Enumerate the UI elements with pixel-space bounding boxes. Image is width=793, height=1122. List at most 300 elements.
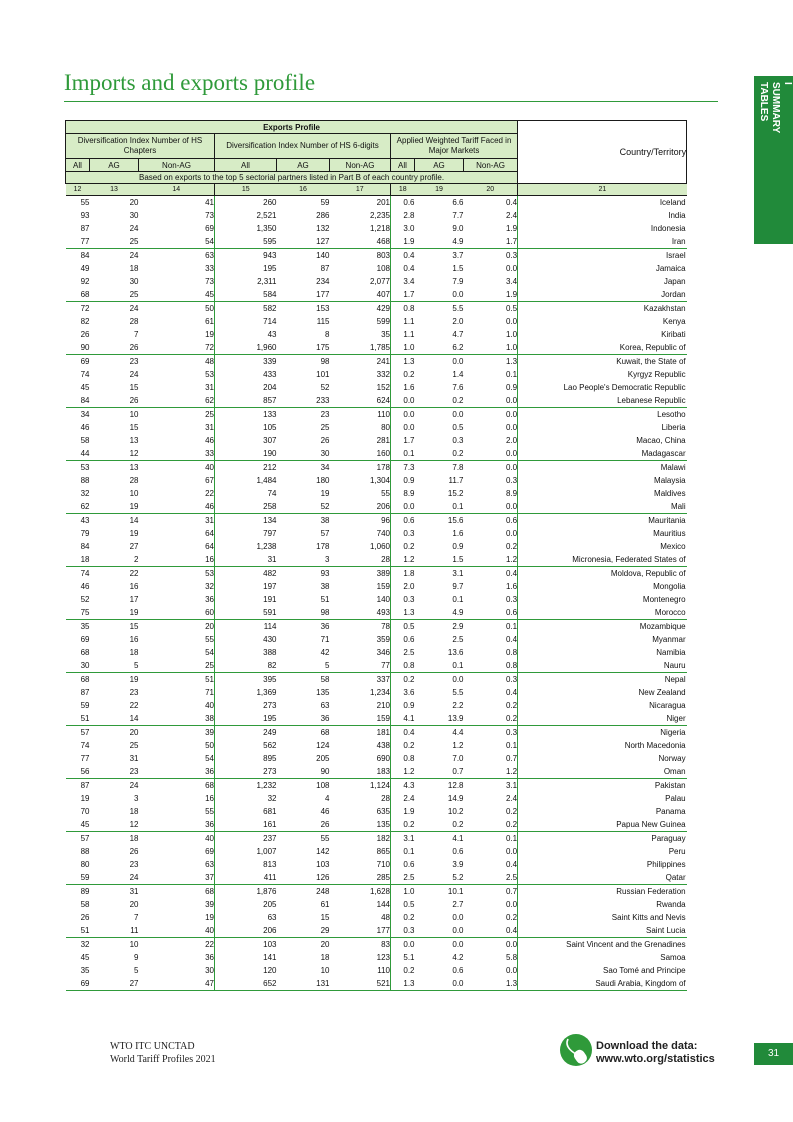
table-cell: 10 <box>129 410 139 419</box>
table-row <box>66 911 687 924</box>
table-cell: 40 <box>139 924 215 938</box>
table-cell: 18 <box>129 834 139 843</box>
table-cell: 191 <box>215 593 277 606</box>
table-row <box>66 355 687 369</box>
table-row <box>66 328 687 341</box>
table-cell: 74 <box>215 487 277 500</box>
table-cell: 36 <box>139 765 215 779</box>
table-cell: 813 <box>215 858 277 871</box>
table-cell: 0.2 <box>505 807 518 816</box>
title-divider <box>64 101 718 102</box>
table-cell: 197 <box>215 580 277 593</box>
column-number: 14 <box>139 184 215 196</box>
table-cell: 26 <box>80 330 90 339</box>
country-name: Paraguay <box>518 832 687 846</box>
table-cell: 80 <box>80 860 90 869</box>
table-cell: 20 <box>129 900 139 909</box>
table-cell: 2.5 <box>464 871 518 885</box>
table-cell: 59 <box>320 198 330 207</box>
table-cell: 0.0 <box>464 500 518 514</box>
table-cell: 134 <box>215 514 277 528</box>
table-cell: 433 <box>215 368 277 381</box>
table-cell: 803 <box>376 251 390 260</box>
table-cell: 68 <box>80 648 90 657</box>
table-cell: 182 <box>376 834 390 843</box>
table-cell: 2,077 <box>369 277 390 286</box>
table-cell: 73 <box>205 211 214 220</box>
table-cell: 4.7 <box>452 330 464 339</box>
table-row <box>66 633 687 646</box>
table-cell: 0.2 <box>391 911 415 924</box>
table-cell: 105 <box>215 421 277 434</box>
table-cell: 68 <box>80 675 90 684</box>
table-cell: 183 <box>330 765 391 779</box>
table-cell: 152 <box>376 383 390 392</box>
table-cell: 88 <box>80 847 90 856</box>
table-cell: 140 <box>316 251 330 260</box>
country-name: Lebanese Republic <box>518 394 687 408</box>
table-cell: 0.7 <box>505 754 518 763</box>
table-cell: 68 <box>205 887 214 896</box>
table-cell: 0.2 <box>415 447 464 461</box>
table-cell: 79 <box>80 529 90 538</box>
download-mouse-icon[interactable] <box>559 1033 593 1067</box>
table-cell: 15 <box>129 423 139 432</box>
country-name: Jamaica <box>518 262 687 275</box>
table-row <box>66 832 687 846</box>
table-cell: 5.1 <box>391 951 415 964</box>
table-cell: 52 <box>320 383 330 392</box>
table-cell: 159 <box>330 712 391 726</box>
table-cell: 20 <box>129 728 139 737</box>
table-cell: 46 <box>80 582 90 591</box>
table-cell: 19 <box>129 675 139 684</box>
table-cell: 1,628 <box>369 887 390 896</box>
table-cell: 36 <box>205 595 214 604</box>
table-cell: 131 <box>277 977 330 991</box>
table-cell: 237 <box>215 832 277 846</box>
table-cell: 18 <box>129 648 139 657</box>
table-cell: 710 <box>376 860 390 869</box>
country-name: Nigeria <box>518 726 687 740</box>
table-cell: 30 <box>129 211 139 220</box>
table-cell: 14 <box>129 516 139 525</box>
table-cell: 249 <box>215 726 277 740</box>
table-cell: 26 <box>129 847 139 856</box>
table-cell: 195 <box>215 712 277 726</box>
table-cell: 2.9 <box>452 622 464 631</box>
table-cell: 0.6 <box>452 847 464 856</box>
download-url[interactable]: www.wto.org/statistics <box>596 1053 715 1065</box>
table-cell: 108 <box>376 264 390 273</box>
table-cell: 60 <box>139 606 215 620</box>
country-name: Nepal <box>518 673 687 687</box>
table-cell: 15.6 <box>447 516 464 525</box>
table-cell: 0.8 <box>464 659 518 673</box>
table-cell: 3.7 <box>452 251 464 260</box>
table-cell: 3 <box>277 553 330 567</box>
table-cell: 31 <box>205 383 214 392</box>
table-cell: 36 <box>277 712 330 726</box>
country-name: Palau <box>518 792 687 805</box>
table-cell: 1.0 <box>505 330 518 339</box>
table-cell: 1.6 <box>505 582 518 591</box>
table-cell: 307 <box>215 434 277 447</box>
table-row <box>66 447 687 461</box>
table-cell: 388 <box>215 646 277 659</box>
table-cell: 84 <box>80 542 90 551</box>
table-cell: 53 <box>80 463 90 472</box>
table-cell: 53 <box>205 569 214 578</box>
table-cell: 0.4 <box>505 569 518 578</box>
table-cell: 48 <box>205 357 214 366</box>
table-cell: 1.3 <box>505 357 518 366</box>
table-cell: 0.0 <box>415 924 464 938</box>
country-name: Russian Federation <box>518 885 687 899</box>
table-cell: 4.9 <box>415 235 464 249</box>
country-name: Iceland <box>518 196 687 210</box>
table-cell: 160 <box>330 447 391 461</box>
country-name: Mozambique <box>518 620 687 634</box>
table-cell: 178 <box>376 463 390 472</box>
table-cell: 493 <box>330 606 391 620</box>
table-cell: 0.7 <box>415 765 464 779</box>
table-cell: 89 <box>80 887 90 896</box>
table-cell: 359 <box>376 635 390 644</box>
country-name: Kyrgyz Republic <box>518 368 687 381</box>
table-cell: 22 <box>129 701 139 710</box>
table-cell: 714 <box>215 315 277 328</box>
table-cell: 45 <box>66 818 90 832</box>
table-cell: 0.4 <box>391 249 415 263</box>
table-cell: 0.3 <box>505 595 518 604</box>
country-name: Papua New Guinea <box>518 818 687 832</box>
table-cell: 1.2 <box>452 741 464 750</box>
table-cell: 0.0 <box>505 463 518 472</box>
table-cell: 595 <box>215 235 277 249</box>
table-cell: 15 <box>320 913 330 922</box>
section-tab[interactable] <box>754 76 793 244</box>
table-cell: 0.3 <box>452 436 464 445</box>
table-cell: 0.4 <box>505 635 518 644</box>
table-cell: 599 <box>376 317 390 326</box>
table-cell: 26 <box>277 818 330 832</box>
table-cell: 58 <box>80 900 90 909</box>
table-cell: 273 <box>215 699 277 712</box>
table-cell: 5 <box>90 659 139 673</box>
table-row <box>66 951 687 964</box>
country-name: North Macedonia <box>518 739 687 752</box>
country-name: Pakistan <box>518 779 687 793</box>
table-cell: 71 <box>320 635 330 644</box>
country-name: Morocco <box>518 606 687 620</box>
table-cell: 96 <box>381 516 390 525</box>
table-cell: 24 <box>129 251 139 260</box>
table-cell: 33 <box>205 264 214 273</box>
table-cell: 12 <box>90 447 139 461</box>
table-cell: 0.3 <box>391 924 415 938</box>
table-cell: 1.2 <box>391 553 415 567</box>
table-cell: 1.6 <box>452 529 464 538</box>
table-cell: 40 <box>205 701 214 710</box>
table-cell: 4.1 <box>452 834 464 843</box>
table-cell: 26 <box>90 394 139 408</box>
table-cell: 429 <box>376 304 390 313</box>
table-cell: 4.2 <box>452 953 464 962</box>
table-cell: 0.0 <box>391 408 415 422</box>
table-cell: 1,785 <box>330 341 391 355</box>
table-cell: 201 <box>376 198 390 207</box>
table-cell: 0.6 <box>391 633 415 646</box>
table-cell: 177 <box>277 288 330 302</box>
table-cell: 591 <box>215 606 277 620</box>
table-cell: 0.0 <box>391 394 415 408</box>
table-cell: 0.0 <box>452 913 464 922</box>
table-cell: 0.3 <box>505 675 518 684</box>
table-cell: 0.2 <box>391 368 415 381</box>
table-cell: 46 <box>80 423 90 432</box>
country-name: Jordan <box>518 288 687 302</box>
table-cell: 64 <box>205 529 214 538</box>
table-cell: 37 <box>139 871 215 885</box>
table-cell: 0.5 <box>391 898 415 911</box>
country-name: Iran <box>518 235 687 249</box>
table-row <box>66 699 687 712</box>
section-tab-line2: TABLES <box>758 82 769 122</box>
table-cell: 98 <box>277 606 330 620</box>
table-cell: 0.2 <box>391 673 415 687</box>
table-cell: 93 <box>80 211 90 220</box>
table-row <box>66 792 687 805</box>
table-cell: 135 <box>330 818 391 832</box>
table-cell: 0.5 <box>391 620 415 634</box>
table-cell: 5.5 <box>452 304 464 313</box>
table-cell: 68 <box>320 728 330 737</box>
table-cell: 0.3 <box>505 476 518 485</box>
table-cell: 48 <box>381 913 390 922</box>
table-cell: 61 <box>320 900 330 909</box>
table-cell: 1,232 <box>215 779 277 793</box>
table-cell: 46 <box>139 500 215 514</box>
table-cell: 0.2 <box>415 818 464 832</box>
table-cell: 101 <box>316 370 330 379</box>
table-cell: 93 <box>320 569 330 578</box>
table-cell: 18 <box>129 264 139 273</box>
table-cell: 943 <box>215 249 277 263</box>
table-cell: 54 <box>205 754 214 763</box>
table-cell: 41 <box>205 198 214 207</box>
country-name: Nicaragua <box>518 699 687 712</box>
country-name: Namibia <box>518 646 687 659</box>
table-cell: 332 <box>376 370 390 379</box>
table-cell: 123 <box>376 953 390 962</box>
table-row <box>66 434 687 447</box>
table-row <box>66 500 687 514</box>
table-cell: 1,876 <box>215 885 277 899</box>
table-row <box>66 673 687 687</box>
country-name: Malawi <box>518 461 687 475</box>
table-cell: 12.8 <box>447 781 464 790</box>
table-row <box>66 726 687 740</box>
country-name: Samoa <box>518 951 687 964</box>
table-cell: 1.3 <box>391 606 415 620</box>
table-row <box>66 924 687 938</box>
table-cell: 33 <box>139 447 215 461</box>
table-cell: 30 <box>129 277 139 286</box>
table-cell: 7 <box>134 330 139 339</box>
table-cell: 54 <box>139 235 215 249</box>
table-cell: 3.6 <box>391 686 415 699</box>
country-name: Niger <box>518 712 687 726</box>
table-cell: 32 <box>215 792 277 805</box>
table-cell: 38 <box>139 712 215 726</box>
table-cell: 7.6 <box>452 383 464 392</box>
table-cell: 58 <box>80 436 90 445</box>
table-cell: 1.0 <box>391 885 415 899</box>
country-name: Rwanda <box>518 898 687 911</box>
table-cell: 285 <box>330 871 391 885</box>
table-cell: 12 <box>90 818 139 832</box>
table-cell: 339 <box>215 355 277 369</box>
table-cell: 27 <box>90 977 139 991</box>
table-cell: 28 <box>129 317 139 326</box>
table-cell: 87 <box>80 224 90 233</box>
table-cell: 5 <box>277 659 330 673</box>
table-cell: 3.4 <box>391 275 415 288</box>
table-cell: 25 <box>139 659 215 673</box>
table-cell: 69 <box>205 847 214 856</box>
table-cell: 14.9 <box>447 794 464 803</box>
table-cell: 10 <box>129 940 139 949</box>
table-row <box>66 302 687 316</box>
country-name: Maldives <box>518 487 687 500</box>
table-cell: 30 <box>277 447 330 461</box>
table-cell: 1,218 <box>369 224 390 233</box>
table-cell: 2.0 <box>391 580 415 593</box>
table-cell: 0.2 <box>391 739 415 752</box>
table-cell: 1.9 <box>391 805 415 818</box>
page-number: 31 <box>754 1043 793 1065</box>
table-cell: 346 <box>376 648 390 657</box>
table-cell: 98 <box>320 357 330 366</box>
table-cell: 124 <box>316 741 330 750</box>
table-cell: 430 <box>215 633 277 646</box>
table-cell: 84 <box>80 251 90 260</box>
table-cell: 0.1 <box>391 845 415 858</box>
table-cell: 141 <box>215 951 277 964</box>
table-cell: 0.0 <box>452 675 464 684</box>
table-cell: 51 <box>320 595 330 604</box>
table-row <box>66 765 687 779</box>
country-name: Liberia <box>518 421 687 434</box>
table-cell: 0.6 <box>391 196 415 210</box>
table-cell: 1,124 <box>369 781 390 790</box>
table-cell: 153 <box>316 304 330 313</box>
table-cell: 0.8 <box>391 302 415 316</box>
sub-header-ag: AG <box>90 159 139 172</box>
table-cell: 0.1 <box>415 659 464 673</box>
table-cell: 63 <box>215 911 277 924</box>
table-cell: 0.1 <box>505 741 518 750</box>
table-cell: 31 <box>129 754 139 763</box>
table-cell: 1.5 <box>452 264 464 273</box>
table-cell: 241 <box>376 357 390 366</box>
table-cell: 74 <box>80 569 90 578</box>
table-cell: 0.4 <box>505 688 518 697</box>
country-name: Japan <box>518 275 687 288</box>
table-cell: 395 <box>215 673 277 687</box>
table-cell: 2.5 <box>391 646 415 659</box>
sub-header-ag: AG <box>277 159 330 172</box>
table-cell: 80 <box>381 423 390 432</box>
table-row <box>66 871 687 885</box>
sub-header-all: All <box>66 159 90 172</box>
table-cell: 234 <box>316 277 330 286</box>
table-cell: 20 <box>129 198 139 207</box>
table-cell: 0.0 <box>391 500 415 514</box>
table-cell: 482 <box>215 567 277 581</box>
table-cell: 0.0 <box>505 900 518 909</box>
table-cell: 16 <box>139 553 215 567</box>
table-cell: 22 <box>129 569 139 578</box>
table-cell: 2.7 <box>452 900 464 909</box>
table-cell: 4.1 <box>391 712 415 726</box>
table-cell: 28 <box>381 794 390 803</box>
table-cell: 652 <box>215 977 277 991</box>
table-cell: 0.2 <box>505 542 518 551</box>
hs-chapters-group-header: Diversification Index Number of HS Chapters <box>66 134 215 159</box>
table-cell: 0.6 <box>505 516 518 525</box>
table-cell: 32 <box>80 940 90 949</box>
table-cell: 273 <box>215 765 277 779</box>
table-cell: 103 <box>215 938 277 952</box>
table-cell: 3.1 <box>391 832 415 846</box>
table-cell: 0.0 <box>505 317 518 326</box>
table-cell: 32 <box>205 582 214 591</box>
table-cell: 5 <box>134 966 139 975</box>
table-row <box>66 779 687 793</box>
country-name: Malaysia <box>518 474 687 487</box>
table-cell: 1,484 <box>215 474 277 487</box>
table-cell: 210 <box>376 701 390 710</box>
table-cell: 31 <box>205 516 214 525</box>
table-cell: 2.5 <box>391 871 415 885</box>
table-cell: 7.0 <box>452 754 464 763</box>
table-cell: 75 <box>66 606 90 620</box>
table-cell: 57 <box>80 728 90 737</box>
table-cell: 2 <box>90 553 139 567</box>
country-name: Madagascar <box>518 447 687 461</box>
table-cell: 73 <box>205 277 214 286</box>
table-cell: 857 <box>215 394 277 408</box>
table-cell: 407 <box>330 288 391 302</box>
table-cell: 5.2 <box>415 871 464 885</box>
table-cell: 18 <box>320 953 330 962</box>
table-cell: 260 <box>215 196 277 210</box>
table-cell: 90 <box>66 341 90 355</box>
table-cell: 865 <box>376 847 390 856</box>
footer-orgs: WTO ITC UNCTAD <box>110 1041 195 1052</box>
table-row <box>66 739 687 752</box>
table-cell: 49 <box>80 264 90 273</box>
table-cell: 175 <box>277 341 330 355</box>
download-link[interactable] <box>596 1040 715 1066</box>
table-cell: 681 <box>215 805 277 818</box>
table-cell: 87 <box>320 264 330 273</box>
table-cell: 195 <box>215 262 277 275</box>
country-name: Moldova, Republic of <box>518 567 687 581</box>
column-number: 13 <box>90 184 139 196</box>
